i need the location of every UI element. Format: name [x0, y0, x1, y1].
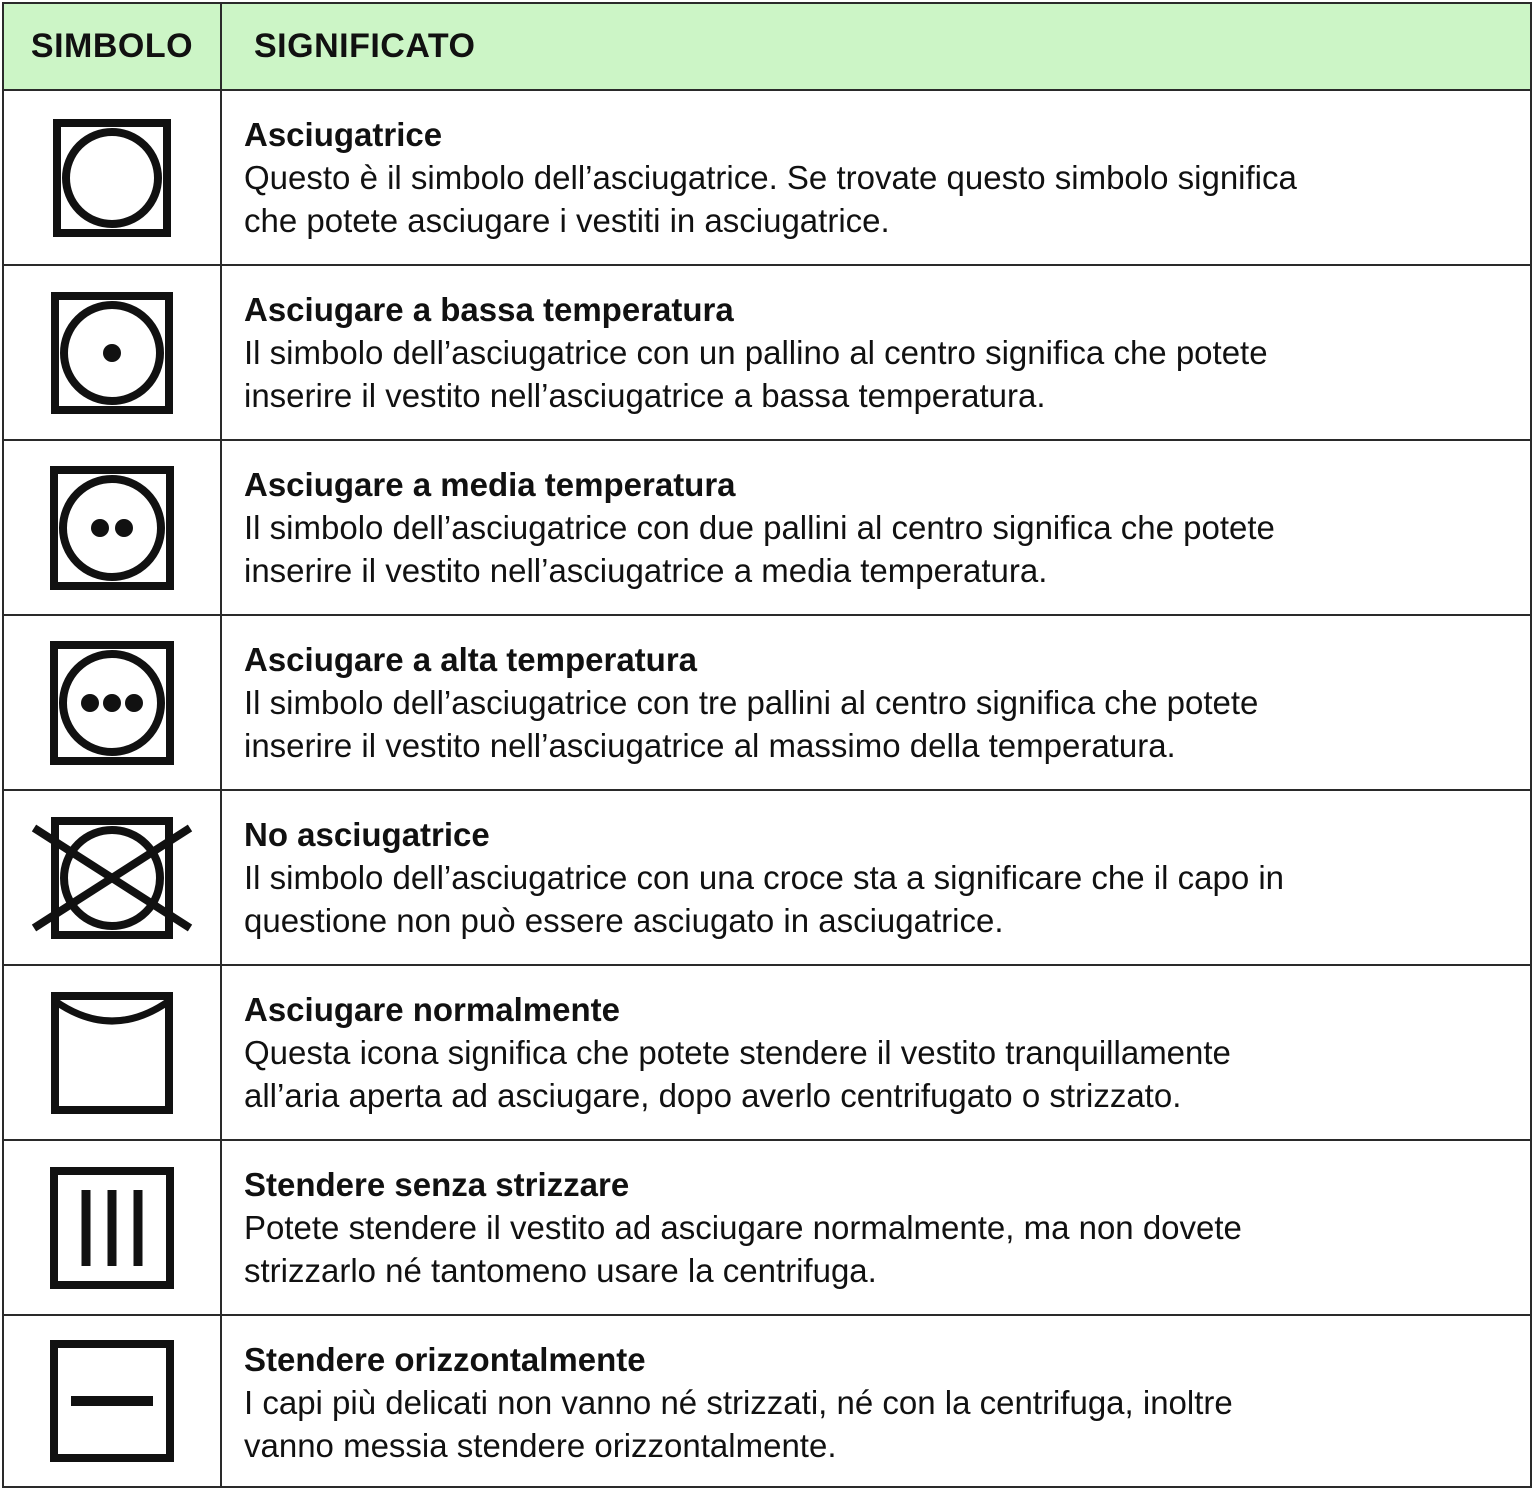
- table-row: [4, 616, 1530, 791]
- row-desc-line-2: inserire il vestito nell’asciugatrice al massimo della temperatura.: [244, 727, 1176, 764]
- symbol-cell: [4, 266, 222, 439]
- table-row: [4, 1141, 1530, 1316]
- row-desc-line-1: I capi più delicati non vanno né strizzati, né con la centrifuga, inoltre: [244, 1384, 1233, 1421]
- row-desc-line-1: Il simbolo dell’asciugatrice con un pallino al centro significa che potete: [244, 334, 1268, 371]
- row-desc-line-1: Il simbolo dell’asciugatrice con due pallini al centro significa che potete: [244, 509, 1275, 546]
- meaning-cell: [244, 988, 1514, 1117]
- table-row: [4, 266, 1530, 441]
- row-desc-line-1: Questa icona significa che potete stendere il vestito tranquillamente: [244, 1034, 1231, 1071]
- row-title: No asciugatrice: [244, 816, 490, 853]
- row-desc-line-1: Il simbolo dell’asciugatrice con una croce sta a significare che il capo in: [244, 859, 1285, 896]
- care-symbols-table: [2, 2, 1532, 1488]
- meaning-cell: [244, 463, 1514, 592]
- table-row: [4, 91, 1530, 266]
- row-desc-line-2: vanno messia stendere orizzontalmente.: [244, 1427, 837, 1464]
- row-title: Asciugare a alta temperatura: [244, 641, 698, 678]
- dry-flat-icon: [49, 1339, 175, 1463]
- symbol-cell: [4, 966, 222, 1139]
- symbol-cell: [4, 791, 222, 964]
- line-dry-icon: [50, 991, 174, 1115]
- row-desc-line-2: all’aria aperta ad asciugare, dopo averlo centrifugato o strizzato.: [244, 1077, 1182, 1114]
- table-row: [4, 441, 1530, 616]
- row-title: Stendere orizzontalmente: [244, 1341, 646, 1378]
- symbol-cell: [4, 91, 222, 264]
- table-row: [4, 966, 1530, 1141]
- row-desc-line-2: inserire il vestito nell’asciugatrice a bassa temperatura.: [244, 377, 1046, 414]
- meaning-cell: [244, 1338, 1514, 1467]
- meaning-cell: [244, 1163, 1514, 1292]
- tumble-dry-high-icon: [49, 640, 175, 766]
- tumble-dry-low-icon: [50, 291, 174, 415]
- row-desc-line-2: strizzarlo né tantomeno usare la centrifuga.: [244, 1252, 877, 1289]
- row-desc-line-1: Il simbolo dell’asciugatrice con tre pallini al centro significa che potete: [244, 684, 1259, 721]
- table-row: [4, 791, 1530, 966]
- row-title: Asciugare a bassa temperatura: [244, 291, 734, 328]
- table-header: [4, 4, 1530, 91]
- do-not-tumble-dry-icon: [30, 816, 194, 940]
- symbol-cell: [4, 1141, 222, 1314]
- symbol-cell: [4, 1316, 222, 1486]
- meaning-cell: [244, 813, 1514, 942]
- header-meaning: SIGNIFICATO: [254, 27, 476, 65]
- tumble-dry-medium-icon: [49, 465, 175, 591]
- meaning-cell: [244, 288, 1514, 417]
- tumble-dry-icon: [52, 118, 172, 238]
- drip-dry-icon: [49, 1166, 175, 1290]
- row-title: Stendere senza strizzare: [244, 1166, 630, 1203]
- symbol-cell: [4, 441, 222, 614]
- row-title: Asciugare a media temperatura: [244, 466, 736, 503]
- header-symbol: SIMBOLO: [4, 4, 222, 89]
- table-row: [4, 1316, 1530, 1486]
- row-title: Asciugatrice: [244, 116, 443, 153]
- row-desc-line-2: questione non può essere asciugato in asciugatrice.: [244, 902, 1004, 939]
- symbol-cell: [4, 616, 222, 789]
- row-desc-line-2: inserire il vestito nell’asciugatrice a media temperatura.: [244, 552, 1048, 589]
- meaning-cell: [244, 638, 1514, 767]
- row-desc-line-1: Potete stendere il vestito ad asciugare normalmente, ma non dovete: [244, 1209, 1242, 1246]
- row-desc-line-1: Questo è il simbolo dell’asciugatrice. Se trovate questo simbolo significa: [244, 159, 1297, 196]
- row-desc-line-2: che potete asciugare i vestiti in asciugatrice.: [244, 202, 890, 239]
- meaning-cell: [244, 113, 1514, 242]
- row-title: Asciugare normalmente: [244, 991, 620, 1028]
